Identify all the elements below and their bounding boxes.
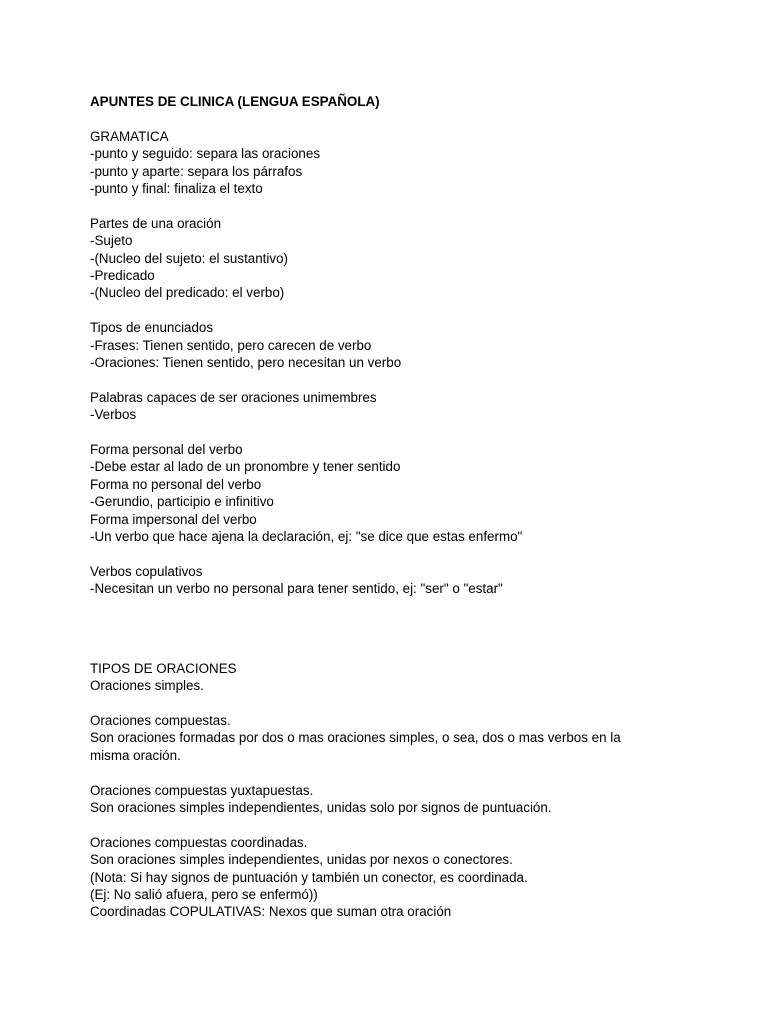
list-item: -Predicado bbox=[90, 268, 155, 284]
section-heading: GRAMATICA bbox=[90, 128, 169, 144]
section-heading: Verbos copulativos bbox=[90, 563, 203, 579]
document-body bbox=[90, 93, 650, 921]
paragraph: Son oraciones formadas por dos o mas oraciones simples, o sea, dos o mas verbos en la misma oración. bbox=[90, 730, 621, 763]
list-item: -(Nucleo del predicado: el verbo) bbox=[90, 285, 285, 301]
paragraph-line: Son oraciones simples independientes, unidas por nexos o conectores. bbox=[90, 852, 513, 868]
list-item: -Sujeto bbox=[90, 233, 133, 249]
spacer bbox=[90, 695, 650, 712]
subsection-heading: Oraciones simples. bbox=[90, 678, 204, 694]
list-item: -punto y final: finaliza el texto bbox=[90, 181, 263, 197]
section-line: Forma personal del verbo bbox=[90, 442, 243, 458]
document-title: APUNTES DE CLINICA (LENGUA ESPAÑOLA) bbox=[90, 94, 380, 109]
section-partes-oracion bbox=[90, 215, 650, 302]
section-line: Forma impersonal del verbo bbox=[90, 511, 257, 527]
spacer bbox=[90, 545, 650, 562]
spacer bbox=[90, 371, 650, 388]
spacer bbox=[90, 302, 650, 319]
section-heading: Tipos de enunciados bbox=[90, 320, 214, 336]
section-line: -Un verbo que hace ajena la declaración, ej: "se dice que estas enfermo" bbox=[90, 529, 523, 545]
paragraph-line: (Ej: No salió afuera, pero se enfermó)) bbox=[90, 886, 318, 902]
section-heading: Partes de una oración bbox=[90, 215, 222, 231]
section-gramatica bbox=[90, 128, 650, 198]
list-item: -punto y aparte: separa los párrafos bbox=[90, 163, 303, 179]
section-verbos-copulativos bbox=[90, 563, 650, 598]
section-tipos-oraciones bbox=[90, 660, 650, 921]
list-item: -punto y seguido: separa las oraciones bbox=[90, 146, 321, 162]
list-item: -Frases: Tienen sentido, pero carecen de verbo bbox=[90, 337, 372, 353]
spacer bbox=[90, 598, 650, 660]
spacer bbox=[90, 764, 650, 781]
subsection-heading: Oraciones compuestas. bbox=[90, 712, 231, 728]
section-line: -Gerundio, participio e infinitivo bbox=[90, 494, 274, 510]
paragraph: Son oraciones simples independientes, unidas solo por signos de puntuación. bbox=[90, 799, 552, 815]
spacer bbox=[90, 424, 650, 441]
paragraph-line: Coordinadas COPULATIVAS: Nexos que suman otra oración bbox=[90, 904, 452, 920]
list-item: -Necesitan un verbo no personal para tener sentido, ej: "ser" o "estar" bbox=[90, 581, 503, 597]
section-palabras-unimembres bbox=[90, 389, 650, 424]
section-formas-verbo bbox=[90, 441, 650, 545]
paragraph-line: (Nota: Si hay signos de puntuación y también un conector, es coordinada. bbox=[90, 869, 528, 885]
list-item: -(Nucleo del sujeto: el sustantivo) bbox=[90, 250, 288, 266]
spacer bbox=[90, 110, 650, 127]
section-tipos-enunciados bbox=[90, 319, 650, 371]
section-heading: Palabras capaces de ser oraciones unimembres bbox=[90, 389, 377, 405]
section-heading: TIPOS DE ORACIONES bbox=[90, 660, 237, 676]
section-line: -Debe estar al lado de un pronombre y tener sentido bbox=[90, 459, 401, 475]
subsection-heading: Oraciones compuestas coordinadas. bbox=[90, 834, 308, 850]
section-line: Forma no personal del verbo bbox=[90, 476, 262, 492]
spacer bbox=[90, 197, 650, 214]
subsection-heading: Oraciones compuestas yuxtapuestas. bbox=[90, 782, 314, 798]
list-item: -Oraciones: Tienen sentido, pero necesitan un verbo bbox=[90, 355, 402, 371]
list-item: -Verbos bbox=[90, 407, 137, 423]
spacer bbox=[90, 816, 650, 833]
